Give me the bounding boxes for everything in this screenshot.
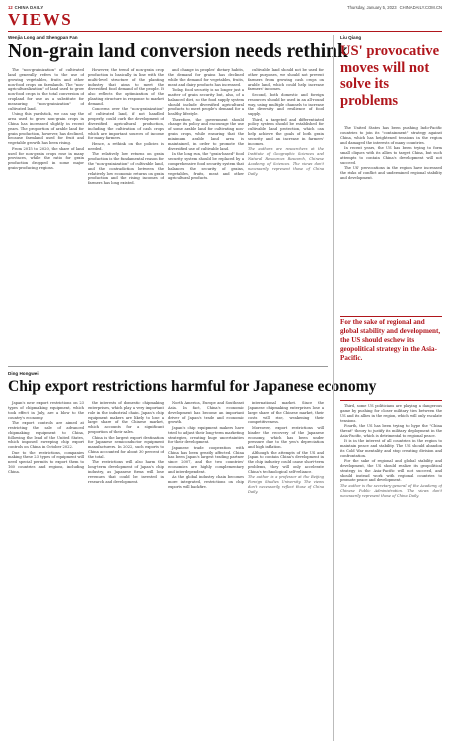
paragraph: Hence, a rethink on the policies is needed. [88,141,164,151]
paragraph: Concerns over the "non-grainization" of cultivated land, if not handled properly, could curb the development of diversified agricultural production, including the cultivation of cash crops which are important sources of income for many farmers. [88,107,164,141]
paragraph: Japan's new export restrictions on 23 types of chipmaking equipment, which took effect in July, are a blow to the country's economy. [8,401,84,420]
opinion-body-bottom [340,404,442,741]
paragraph: In the long run, the "grain-based" food security system should be replaced by a comprehensive food security system that balances the security of grains, vegetables, fruits, meat and other agricultural products. [168,152,244,181]
paragraph: It is in the interest of all countries in the region to maintain peace and stability. The US should abandon its Cold War mentality and stop creating division and confrontation. [340,439,442,458]
paragraph: China is the largest export destination for Japanese semiconductor equipment manufacturers. In 2022, such exports to China accounted for about 30 percent of the total. [88,435,164,459]
paragraph: In recent years, the US has been trying to form small cliques with its allies to target China, but such attempts to contain China's development will not succeed. [340,145,442,165]
date-line: Thursday, January 5, 2023 [347,5,397,10]
pullquote-rule-top [340,316,442,317]
paragraph: The US' provocations in the region have increased the risks of conflict and undermined regional stability and development. [340,165,442,180]
pullquote: For the sake of regional and global stability and development, the US should eschew its geopolitical strategy in the Asia-Pacific. [340,318,441,362]
paragraph: For the sake of regional and global stability and development, the US should realize its geopolitical strategy in the Asia-Pacific will not succeed, and should instead work with regional countries to promote peace and development. [340,459,442,483]
paragraph: cultivable land should not be used for other purposes, we should not prevent farmers from growing cash crops on arable land, which could help increase farmers' incomes. [248,68,324,92]
paragraph: The restrictions will also harm the long-term development of Japan's chip industry, as Japanese firms will lose revenues that could be invested in research and development. [88,460,164,484]
paragraph: Japan's chip equipment makers have tried to adjust their long-term marketing strategies, creating huge uncertainties for their development. [168,425,244,445]
author-bio: The author is a professor at the Beijing Foreign Studies University. The views don't necessarily reflect those of China Daily. [248,475,324,494]
story1-col1 [8,68,84,360]
section-title: VIEWS [8,10,73,29]
paragraph: As the global industry chain becomes more integrated, restrictions on chip exports will backfire. [168,475,244,490]
paragraph: The United States has been pushing Indo-Pacific countries to join its "containment" strategy against China, which has heightened tensions in the region and damaged the interests of many countries. [340,126,442,145]
masthead [8,3,442,12]
story2-byline: Ding Hongwei [8,371,39,376]
section-rule [8,31,442,32]
paragraph: Moreover, export restrictions will hinder the recovery of the Japanese economy, which has been under pressure due to the yen's depreciation and high inflation. [248,425,324,450]
paragraph: the interests of domestic chipmaking enterprises, which play a very important role in the industrial chain. Japan's chip equipment makers are likely to lose a large share of the Chinese market, which accounts for a significant proportion of their sales. [88,401,164,435]
story1-col2 [88,68,164,360]
story2-col3 [168,401,244,739]
paragraph: Third, some US politicians are playing a dangerous game by pushing for closer military ties between the US and its allies in the region, which will only escalate tensions. [340,404,442,423]
paragraph: and change in peoples' dietary habits, the demand for grains has declined while the demand for vegetables, fruits, meat and dairy products has increased. [168,68,244,87]
paragraph: However, the trend of non-grain crop production is basically in line with the multi-level structure of the planting industry that aims to meet the diversified food demand of the people. It also reflects the optimization of the planting structure in response to market demand. [88,68,164,106]
opinion-headline[interactable]: US' provocative moves will not solve its problems [340,43,440,109]
masthead-meta [347,5,442,10]
paragraph: The relatively low returns on grain production is the fundamental reason for the "non-grainization" of cultivable land, and the contradiction between the relatively low economic returns on grain production and the rising incomes of farmers has long existed. [88,152,164,186]
paragraph: Due to the restrictions, companies making these 23 types of equipment will need special permits to export them to 160 countries and regions, including China. [8,450,84,474]
story2-col1 [8,401,84,739]
paragraph: Today, food security is no longer just a matter of grain security but, also, of a balanced diet, so the food supply system should include diversified agricultural products to meet people's demand for a healthy lifestyle. [168,87,244,117]
opinion-byline: Liu Qiang [340,35,362,40]
paragraph: From 2015 to 2020, the share of land used for non-grain crops rose in many provinces, while the ratio for grain production dropped in some major grain-producing regions. [8,146,84,171]
story1-col3 [168,68,244,360]
story1-headline[interactable]: Non-grain land conversion needs rethink [8,41,348,62]
paragraph: Fourth, the US has been trying to hype the "China threat" theory to justify its military deployment in the Asia-Pacific, which is detrimental to regional peace. [340,423,442,438]
column-divider [333,35,334,741]
paragraph: Although the attempts of the US and Japan to contain China's development in the chip industry could cause short-term problems, they will only accelerate China's technological self-reliance. [248,450,324,474]
site-url[interactable]: CHINADAILY.COM.CN [399,5,442,10]
pullquote-rule-bottom [340,400,442,401]
paragraph: The export controls are aimed at restricting the sale of advanced chipmaking equipment to China, following the lead of the United States, which imposed sweeping chip export controls on China in October 2022. [8,420,84,450]
story2-headline[interactable]: Chip export restrictions harmful for Japanese economy [8,378,377,395]
paragraph: The "non-grainization" of cultivated land generally refers to the use of growing vegetables, fruits and other non-food crops on farmlands. The "non-agriculturalization" of land used to grow non-food crops is the total conversion of cropland for use as a substitute for measuring "non-grainization" of cultivated land. [8,68,84,111]
story-divider [8,366,328,367]
story1-col4 [248,68,324,360]
paragraph: North America, Europe and Southeast Asia. In fact, China's economic development has become an important driver of Japan's trade and economic growth. [168,401,244,425]
paragraph: Third, a targeted and differentiated policy system should be established for cultivable land protection, which can help achieve the goals of both grain security and an increase in farmers' incomes. [248,117,324,146]
author-bio: The author is the secretary-general of the Academy of Chinese Public Administration. The views don't necessarily represent those of China Daily. [340,483,442,498]
paragraph: Japanese trade cooperation with China has been greatly affected. China has been Japan's largest trading partner since 2007, and the two countries' economies are highly complementary and interdependent. [168,445,244,474]
paragraph: Therefore, the government should change its policy and encourage the use of some arable land for cultivating non-grain crops, while ensuring that the minimum arable land area is maintained, in order to promote the diversified use of cultivable land. [168,117,244,151]
opinion-body-top [340,126,442,316]
paragraph: international market. Since the Japanese chipmaking enterprises lose a large share of the Chinese market, their costs will rise, weakening their competitiveness. [248,401,324,425]
story2-col4 [248,401,324,739]
paragraph: Using this yardstick, we can say the area used to grow non-grain crops in China has increased slightly in recent years. The proportion of arable land for grain production, however, has declined, because farmland used for fruit and vegetable growth has been rising. [8,112,84,146]
story2-col2 [88,401,164,739]
author-bio: The authors are researchers at the Institute of Geographic Sciences and Natural Resources Research, Chinese Academy of Sciences. The views don't necessarily represent those of China Daily. [248,147,324,176]
paragraph: Second, both domestic and foreign resources should be used in an all-round way, using multiple channels to increase the diversity and resilience of food supply. [248,92,324,117]
page-number: 12 [8,5,13,10]
paper-name: CHINA DAILY [14,5,44,10]
story1-byline: Wenjia Long and Shengpan Fan [8,35,78,40]
